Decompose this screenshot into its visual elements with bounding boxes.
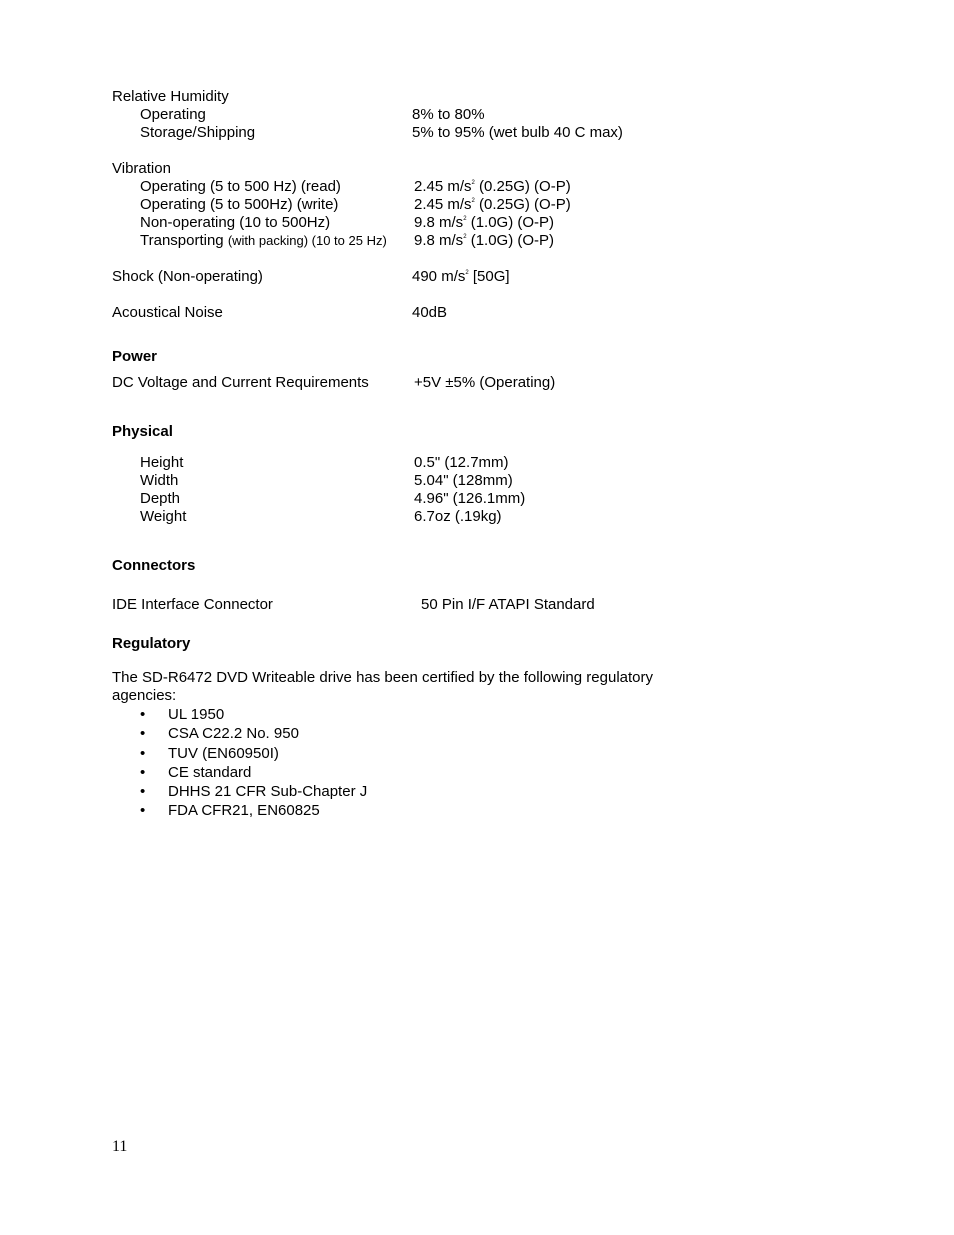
power-heading: Power — [112, 348, 158, 365]
regulatory-list — [112, 705, 367, 821]
bullet-icon: • — [140, 744, 146, 762]
depth-value: 4.96" (126.1mm) — [414, 490, 526, 507]
dc-label: DC Voltage and Current Requirements — [112, 374, 369, 391]
vib-nonop-value: 9.8 $m/s^2$ (1.0G) (O-P) — [414, 214, 555, 231]
rh-operating-label: Operating — [140, 106, 206, 123]
rh-operating-value: 8% to 80% — [412, 106, 485, 123]
vib-nonop-label: Non-operating (10 to 500Hz) — [140, 214, 331, 231]
shock-value: 490 $m/s^2$ [50G] — [412, 268, 510, 285]
ide-value: 50 Pin I/F ATAPI Standard — [421, 596, 595, 613]
depth-label: Depth — [140, 490, 181, 507]
list-item: • CE standard — [140, 763, 252, 781]
vibration-heading: Vibration — [112, 160, 171, 177]
shock-label: Shock (Non-operating) — [112, 268, 263, 285]
regulatory-heading: Regulatory — [112, 635, 191, 652]
vib-read-label: Operating (5 to 500 Hz) (read) — [140, 178, 341, 195]
rh-storage-label: Storage/Shipping — [140, 124, 256, 141]
vib-transport-value: 9.8 $m/s^2$ (1.0G) (O-P) — [414, 232, 555, 249]
bullet-icon: • — [140, 802, 146, 820]
vib-read-value: 2.45 $m/s^2$ (0.25G) (O-P) — [414, 178, 571, 195]
bullet-icon: • — [140, 783, 146, 801]
list-item: • FDA CFR21, EN60825 — [140, 802, 320, 820]
list-item: • CSA C22.2 No. 950 — [140, 725, 299, 743]
weight-label: Weight — [140, 508, 187, 525]
noise-value: 40dB — [412, 304, 448, 321]
width-label: Width — [140, 472, 179, 489]
list-item: • UL 1950 — [140, 706, 225, 723]
height-label: Height — [140, 454, 184, 471]
dc-value: +5V ±5% (Operating) — [414, 374, 556, 391]
bullet-icon: • — [140, 763, 146, 781]
bullet-icon: • — [140, 725, 146, 743]
relative-humidity-heading: Relative Humidity — [112, 88, 229, 105]
connectors-heading: Connectors — [112, 557, 196, 574]
weight-value: 6.7oz (.19kg) — [414, 508, 502, 525]
width-value: 5.04" (128mm) — [414, 472, 513, 489]
vib-write-value: 2.45 $m/s^2$ (0.25G) (O-P) — [414, 196, 571, 213]
physical-heading: Physical — [112, 423, 173, 440]
ide-label: IDE Interface Connector — [112, 596, 273, 613]
page-number: 11 — [112, 1138, 128, 1155]
rh-storage-value: 5% to 95% (wet bulb 40 C max) — [412, 124, 623, 141]
noise-label: Acoustical Noise — [112, 304, 223, 321]
bullet-icon: • — [140, 706, 146, 723]
list-item: • TUV (EN60950I) — [140, 744, 279, 762]
vib-transport-label: Transporting (with packing) (10 to 25 Hz) — [140, 232, 387, 249]
vib-write-label: Operating (5 to 500Hz) (write) — [140, 196, 339, 213]
list-item: • DHHS 21 CFR Sub-Chapter J — [140, 783, 368, 801]
regulatory-paragraph: The SD-R6472 DVD Writeable drive has been certified by the following regulatory agencies: — [112, 669, 653, 704]
height-value: 0.5" (12.7mm) — [414, 454, 509, 471]
